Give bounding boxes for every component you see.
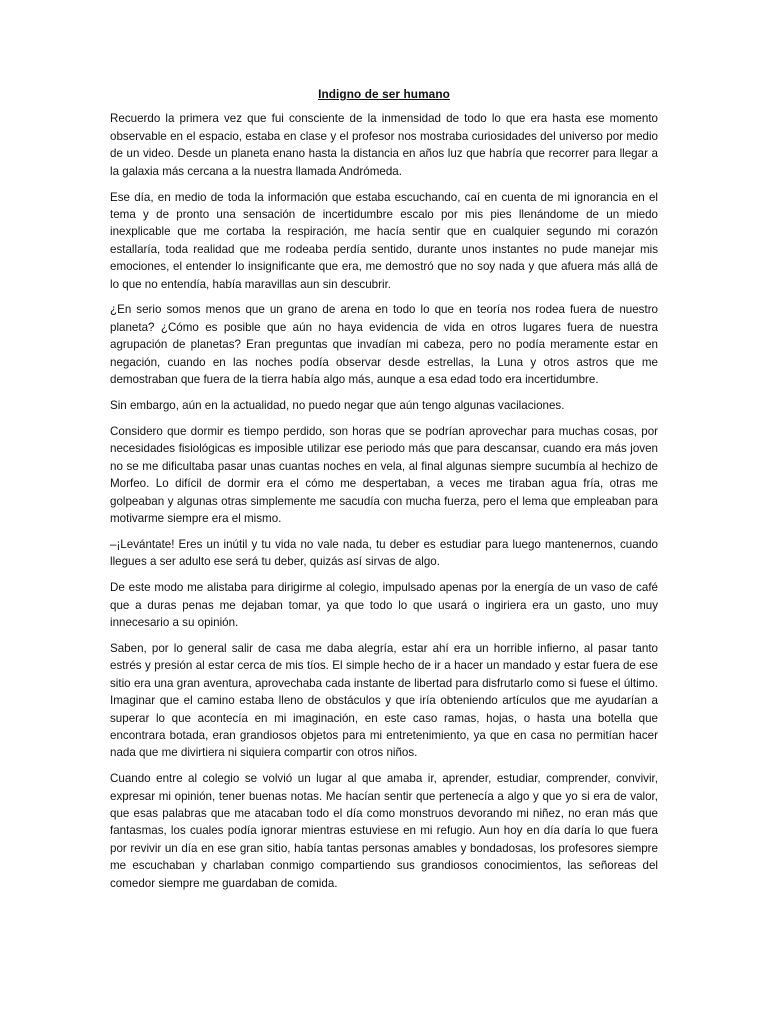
paragraph: Saben, por lo general salir de casa me daba alegría, estar ahí era un horrible infierno, al pasar tanto estrés y presión al estar cerca de mis tíos. El simple hecho de ir a hacer un mandado y estar fuera de ese sitio era una gran aventura, aprovechaba cada instante de libertad para disfrutarlo como si fuese el último. Imaginar que el camino estaba lleno de obstáculos y que iría obteniendo artículos que me ayudarían a superar lo que acontecía en mi imaginación, en este caso ramas, hojas, o hasta una botella que encontrara botada, eran grandiosos objetos para mi entretenimiento, ya que en casa no permitían hacer nada que me divirtiera ni siquiera compartir con otros niños. bbox=[110, 641, 658, 760]
document-page bbox=[110, 86, 658, 901]
paragraph: ¿En serio somos menos que un grano de arena en todo lo que en teoría nos rodea fuera de nuestro planeta? ¿Cómo es posible que aún no haya evidencia de vida en otros lugares fuera de nuestra agrupación de planetas? Eran preguntas que invadían mi cabeza, pero no podía meramente estar en negación, cuando en las noches podía observar desde estrellas, la Luna y otros astros que me demostraban que fuera de la tierra había algo más, aunque a esa edad todo era incertidumbre. bbox=[110, 303, 658, 387]
paragraph: Sin embargo, aún en la actualidad, no puedo negar que aún tengo algunas vacilaciones. bbox=[110, 399, 565, 412]
paragraph: Recuerdo la primera vez que fui consciente de la inmensidad de todo lo que era hasta ese momento observable en el espacio, estaba en clase y el profesor nos mostraba curiosidades del universo por medio de un video. Desde un planeta enano hasta la distancia en años luz que habría que recorrer para llegar a la galaxia más cercana a la nuestra llamada Andrómeda. bbox=[110, 112, 658, 178]
paragraph: Cuando entre al colegio se volvió un lugar al que amaba ir, aprender, estudiar, comprender, convivir, expresar mi opinión, tener buenas notas. Me hacían sentir que pertenecía a algo y que yo si era de valor, que esas palabras que me atacaban todo el día como monstruos devorando mi niñez, no eran más que fantasmas, los cuales podía ignorar mientras estuviese en mi refugio. Aun hoy en día daría lo que fuera por revivir un día en ese gran sitio, había tantas personas amables y bondadosas, los profesores siempre me escuchaban y charlaban conmigo compartiendo sus grandiosos conocimientos, las señoreas del comedor siempre me guardaban de comida. bbox=[110, 772, 658, 890]
paragraph: Considero que dormir es tiempo perdido, son horas que se podrían aprovechar para muchas cosas, por necesidades fisiológicas es imposible utilizar ese periodo más que para descansar, cuando era más joven no se me dificultaba pasar unas cuantas noches en vela, al final algunas siempre sucumbía al hechizo de Morfeo. Lo difícil de dormir era el cómo me despertaban, a veces me tiraban agua fría, otras me golpeaban y algunas otras simplemente me sacudía con mucha fuerza, pero el lema que empleaban para motivarme siempre era el mismo. bbox=[110, 424, 658, 525]
document-title: Indigno de ser humano bbox=[318, 87, 450, 101]
paragraph: De este modo me alistaba para dirigirme al colegio, impulsado apenas por la energía de un vaso de café que a duras penas me dejaban tomar, ya que todo lo que usará o ingiriera era un gasto, uno muy innecesario a su opinión. bbox=[110, 581, 658, 629]
paragraph: Ese día, en medio de toda la información que estaba escuchando, caí en cuenta de mi ignorancia en el tema y de pronto una sensación de incertidumbre escalo por mis pies llenándome de un miedo inexplicable que me cortaba la respiración, me hacía sentir que en cualquier segundo mi corazón estallaría, toda realidad que me rodeaba perdía sentido, durante unos instantes no pude manejar mis emociones, el entender lo insignificante que era, me demostró que no soy nada y que afuera más allá de lo que no entendía, había maravillas aun sin descubrir. bbox=[110, 190, 658, 291]
paragraph-dialogue: –¡Levántate! Eres un inútil y tu vida no vale nada, tu deber es estudiar para luego mantenernos, cuando llegues a ser adulto ese será tu deber, quizás así sirvas de algo. bbox=[110, 537, 658, 569]
